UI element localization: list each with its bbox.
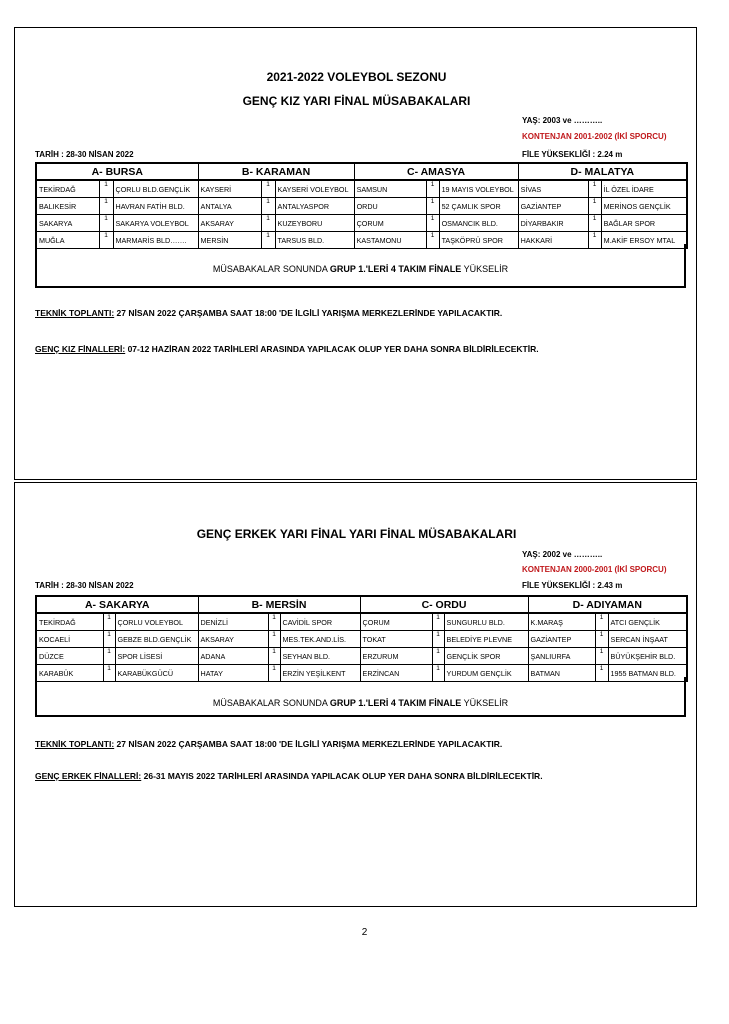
group-a-header: A- SAKARYA xyxy=(36,596,198,613)
team-cell: YURDUM GENÇLİK xyxy=(444,665,528,682)
group-c-header: C- ORDU xyxy=(360,596,528,613)
city-cell: GAZİANTEP xyxy=(528,631,595,648)
team-cell: ATCI GENÇLİK xyxy=(608,613,687,631)
city-cell: BALIKESİR xyxy=(36,198,99,215)
city-cell: DÜZCE xyxy=(36,648,103,665)
table-row xyxy=(36,180,687,198)
qualification-text: MÜSABAKALAR SONUNDA xyxy=(212,264,330,274)
seed-cell: 1 xyxy=(595,613,608,631)
seed-cell: 1 xyxy=(103,665,115,682)
age-label: YAŞ: 2002 ve ……….. xyxy=(522,550,603,559)
city-cell: BATMAN xyxy=(528,665,595,682)
city-cell: DİYARBAKIR xyxy=(518,215,588,232)
group-d-header: D- MALATYA xyxy=(518,163,687,180)
seed-cell: 1 xyxy=(268,665,280,682)
city-cell: ÇORUM xyxy=(354,215,426,232)
team-cell: MARMARİS BLD……. xyxy=(113,232,198,249)
technical-meeting-text: 27 NİSAN 2022 ÇARŞAMBA SAAT 18:00 'DE İLGİLİ YARIŞMA MERKEZLERİNDE YAPILACAKTIR. xyxy=(114,739,503,749)
seed-cell: 1 xyxy=(261,198,275,215)
seed-cell: 1 xyxy=(432,613,444,631)
team-cell: ANTALYASPOR xyxy=(275,198,354,215)
seed-cell: 1 xyxy=(588,215,601,232)
boys-semifinal-sheet xyxy=(14,482,697,907)
seed-cell: 1 xyxy=(595,665,608,682)
team-cell: SEYHAN BLD. xyxy=(280,648,360,665)
seed-cell: 1 xyxy=(103,648,115,665)
team-cell: BAĞLAR SPOR xyxy=(601,215,687,232)
seed-cell: 1 xyxy=(261,232,275,249)
group-b-header: B- KARAMAN xyxy=(198,163,354,180)
qualification-text-end: YÜKSELİR xyxy=(461,698,509,708)
seed-cell: 1 xyxy=(268,631,280,648)
group-b-header: B- MERSİN xyxy=(198,596,360,613)
team-cell: KARABÜKGÜCÜ xyxy=(115,665,198,682)
technical-meeting-note xyxy=(35,308,502,318)
finals-label: GENÇ KIZ FİNALLERİ: xyxy=(35,344,126,354)
table-row xyxy=(36,198,687,215)
team-cell: ÇORLU VOLEYBOL xyxy=(115,613,198,631)
team-cell: 1955 BATMAN BLD. xyxy=(608,665,687,682)
team-cell: 52 ÇAMLIK SPOR xyxy=(439,198,518,215)
quota-label: KONTENJAN 2001-2002 (İKİ SPORCU) xyxy=(522,132,667,141)
team-cell: OSMANCIK BLD. xyxy=(439,215,518,232)
city-cell: KASTAMONU xyxy=(354,232,426,249)
seed-cell: 1 xyxy=(261,215,275,232)
seed-cell: 1 xyxy=(432,665,444,682)
city-cell: ÇORUM xyxy=(360,613,432,631)
table-row xyxy=(36,215,687,232)
table-row xyxy=(36,631,687,648)
team-cell: GENÇLİK SPOR xyxy=(444,648,528,665)
seed-cell: 1 xyxy=(588,198,601,215)
city-cell: MERSİN xyxy=(198,232,261,249)
team-cell: SUNGURLU BLD. xyxy=(444,613,528,631)
team-cell: SERCAN İNŞAAT xyxy=(608,631,687,648)
group-d-header: D- ADIYAMAN xyxy=(528,596,687,613)
seed-cell: 1 xyxy=(426,232,439,249)
team-cell: HAVRAN FATİH BLD. xyxy=(113,198,198,215)
age-label: YAŞ: 2003 ve ……….. xyxy=(522,116,603,125)
quota-label: KONTENJAN 2000-2001 (İKİ SPORCU) xyxy=(522,565,667,574)
seed-cell: 1 xyxy=(595,631,608,648)
city-cell: HATAY xyxy=(198,665,268,682)
team-cell: TARSUS BLD. xyxy=(275,232,354,249)
city-cell: AKSARAY xyxy=(198,631,268,648)
city-cell: TOKAT xyxy=(360,631,432,648)
table-row xyxy=(36,648,687,665)
city-cell: TEKİRDAĞ xyxy=(36,613,103,631)
finals-text: 26-31 MAYIS 2022 TARİHLERİ ARASINDA YAPILACAK OLUP YER DAHA SONRA BİLDİRİLECEKTİR. xyxy=(141,771,543,781)
city-cell: ERZİNCAN xyxy=(360,665,432,682)
seed-cell: 1 xyxy=(432,648,444,665)
seed-cell: 1 xyxy=(426,198,439,215)
seed-cell: 1 xyxy=(268,613,280,631)
net-height-label: FİLE YÜKSEKLİĞİ : 2.43 m xyxy=(522,581,623,590)
qualification-text-end: YÜKSELİR xyxy=(461,264,509,274)
girls-semifinal-sheet xyxy=(14,27,697,480)
city-cell: TEKİRDAĞ xyxy=(36,180,99,198)
seed-cell: 1 xyxy=(268,648,280,665)
finals-note xyxy=(35,771,543,781)
seed-cell: 1 xyxy=(588,180,601,198)
team-cell: CAVİDİL SPOR xyxy=(280,613,360,631)
qualification-highlight: GRUP 1.'LERİ 4 TAKIM FİNALE xyxy=(329,698,462,708)
seed-cell: 1 xyxy=(99,198,113,215)
team-cell: TAŞKÖPRÜ SPOR xyxy=(439,232,518,249)
city-cell: SAKARYA xyxy=(36,215,99,232)
qualification-note xyxy=(35,677,686,717)
table-row xyxy=(36,613,687,631)
city-cell: DENİZLİ xyxy=(198,613,268,631)
group-a-header: A- BURSA xyxy=(36,163,198,180)
seed-cell: 1 xyxy=(103,613,115,631)
seed-cell: 1 xyxy=(103,631,115,648)
team-cell: MES.TEK.AND.LİS. xyxy=(280,631,360,648)
city-cell: KOCAELİ xyxy=(36,631,103,648)
team-cell: GEBZE BLD.GENÇLİK xyxy=(115,631,198,648)
boys-semifinal-title: GENÇ ERKEK YARI FİNAL YARI FİNAL MÜSABAKALARI xyxy=(196,527,517,541)
net-height-label: FİLE YÜKSEKLİĞİ : 2.24 m xyxy=(522,150,623,159)
team-cell: M.AKİF ERSOY MTAL xyxy=(601,232,687,249)
seed-cell: 1 xyxy=(588,232,601,249)
team-cell: KAYSERİ VOLEYBOL xyxy=(275,180,354,198)
seed-cell: 1 xyxy=(261,180,275,198)
technical-meeting-text: 27 NİSAN 2022 ÇARŞAMBA SAAT 18:00 'DE İLGİLİ YARIŞMA MERKEZLERİNDE YAPILACAKTIR. xyxy=(114,308,503,318)
city-cell: GAZİANTEP xyxy=(518,198,588,215)
city-cell: KAYSERİ xyxy=(198,180,261,198)
qualification-text: MÜSABAKALAR SONUNDA xyxy=(212,698,330,708)
girls-groups-table xyxy=(35,162,688,249)
group-c-header: C- AMASYA xyxy=(354,163,518,180)
technical-meeting-note xyxy=(35,739,502,749)
seed-cell: 1 xyxy=(99,215,113,232)
date-label: TARİH : 28-30 NİSAN 2022 xyxy=(35,150,134,159)
team-cell: 19 MAYIS VOLEYBOL xyxy=(439,180,518,198)
girls-semifinal-title: GENÇ KIZ YARI FİNAL MÜSABAKALARI xyxy=(242,94,471,108)
qualification-highlight: GRUP 1.'LERİ 4 TAKIM FİNALE xyxy=(329,264,462,274)
city-cell: ERZURUM xyxy=(360,648,432,665)
technical-meeting-label: TEKNİK TOPLANTI: xyxy=(35,308,115,318)
finals-label: GENÇ ERKEK FİNALLERİ: xyxy=(35,771,142,781)
seed-cell: 1 xyxy=(426,180,439,198)
team-cell: BÜYÜKŞEHİR BLD. xyxy=(608,648,687,665)
season-title: 2021-2022 VOLEYBOL SEZONU xyxy=(266,70,447,84)
city-cell: K.MARAŞ xyxy=(528,613,595,631)
city-cell: ADANA xyxy=(198,648,268,665)
seed-cell: 1 xyxy=(426,215,439,232)
city-cell: ANTALYA xyxy=(198,198,261,215)
team-cell: KUZEYBORU xyxy=(275,215,354,232)
page-number: 2 xyxy=(361,927,368,938)
boys-groups-table xyxy=(35,595,688,682)
team-cell: ÇORLU BLD.GENÇLİK xyxy=(113,180,198,198)
city-cell: SİVAS xyxy=(518,180,588,198)
seed-cell: 1 xyxy=(99,180,113,198)
city-cell: AKSARAY xyxy=(198,215,261,232)
date-label: TARİH : 28-30 NİSAN 2022 xyxy=(35,581,134,590)
city-cell: KARABÜK xyxy=(36,665,103,682)
team-cell: İL ÖZEL İDARE xyxy=(601,180,687,198)
city-cell: SAMSUN xyxy=(354,180,426,198)
seed-cell: 1 xyxy=(595,648,608,665)
team-cell: BELEDİYE PLEVNE xyxy=(444,631,528,648)
city-cell: ŞANLIURFA xyxy=(528,648,595,665)
team-cell: MERİNOS GENÇLİK xyxy=(601,198,687,215)
seed-cell: 1 xyxy=(432,631,444,648)
team-cell: ERZİN YEŞİLKENT xyxy=(280,665,360,682)
city-cell: ORDU xyxy=(354,198,426,215)
team-cell: SAKARYA VOLEYBOL xyxy=(113,215,198,232)
finals-text: 07-12 HAZİRAN 2022 TARİHLERİ ARASINDA YAPILACAK OLUP YER DAHA SONRA BİLDİRİLECEKTİR. xyxy=(125,344,539,354)
team-cell: SPOR LİSESİ xyxy=(115,648,198,665)
qualification-note xyxy=(35,244,686,288)
city-cell: HAKKARİ xyxy=(518,232,588,249)
seed-cell: 1 xyxy=(99,232,113,249)
finals-note xyxy=(35,344,539,354)
technical-meeting-label: TEKNİK TOPLANTI: xyxy=(35,739,115,749)
city-cell: MUĞLA xyxy=(36,232,99,249)
